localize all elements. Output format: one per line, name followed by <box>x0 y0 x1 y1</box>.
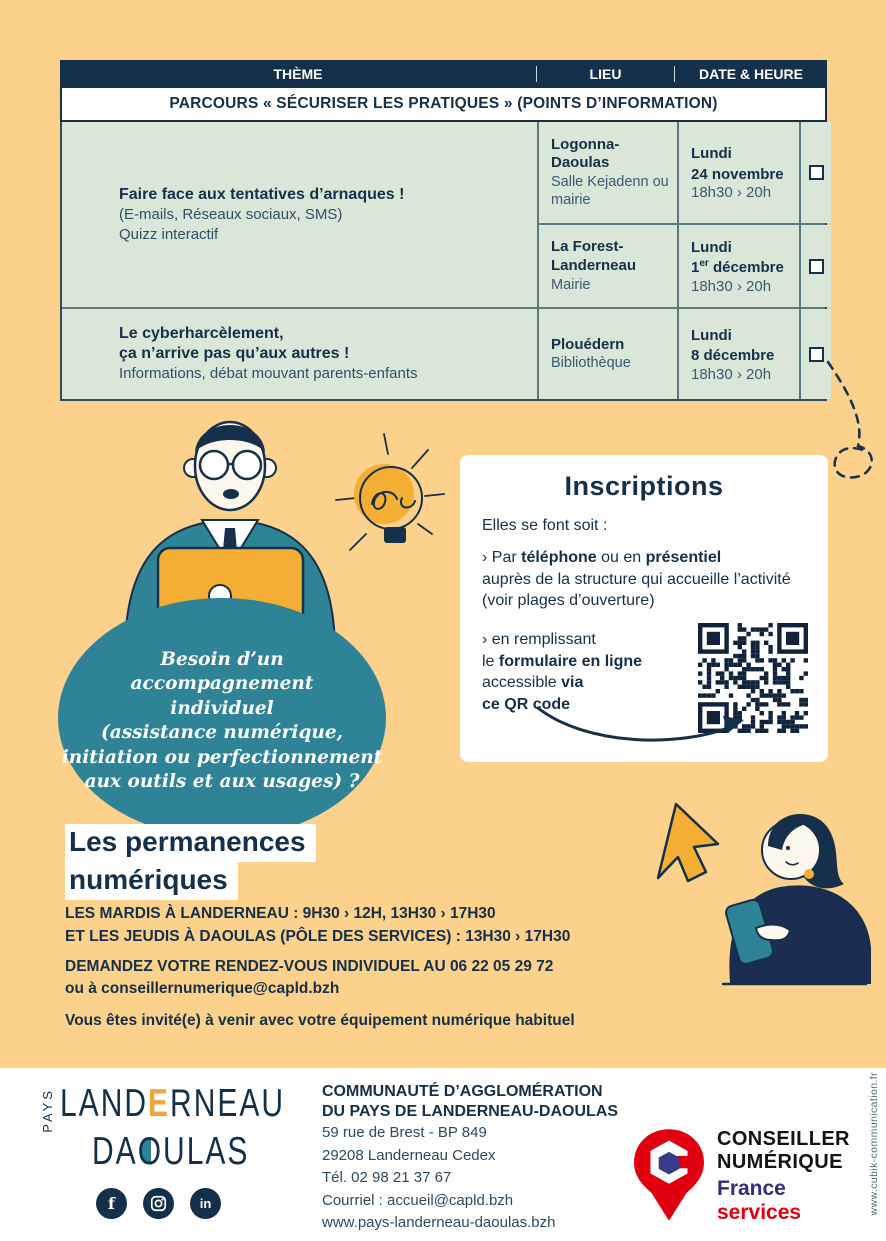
permanences-heading <box>65 824 316 900</box>
earring <box>804 869 814 879</box>
email-address: Courriel : accueil@capld.bzh <box>322 1191 514 1209</box>
date-text: 24 novembre <box>691 165 784 183</box>
text-bold: ce QR code <box>482 695 571 713</box>
text-bold: via <box>561 674 584 692</box>
logo-daoulas <box>92 1130 280 1174</box>
theme-subtitle: Informations, débat mouvant parents-enfants <box>119 365 418 383</box>
glasses-lens <box>233 451 261 479</box>
date-ordinal: er <box>699 258 709 269</box>
heading-line: Les permanences <box>65 824 316 862</box>
session-checkbox[interactable] <box>809 165 824 180</box>
print-credit: www.cubik-communication.fr <box>868 1072 880 1216</box>
street-address: 59 rue de Brest - BP 849 <box>322 1124 487 1141</box>
date-cell <box>679 309 799 399</box>
date-text: 8 décembre <box>691 347 775 364</box>
session-day: Lundi <box>691 326 732 344</box>
cn-services: services <box>717 1201 802 1225</box>
date-cell <box>679 122 799 223</box>
dashed-loop-doodle <box>820 360 884 490</box>
org-name: COMMUNAUTÉ D’AGGLOMÉRATION <box>322 1083 603 1100</box>
inscriptions-intro: Elles se font soit : <box>482 517 608 534</box>
session-time: 18h30 › 20h <box>691 184 772 201</box>
text: › en remplissant <box>482 631 596 648</box>
place-cell <box>539 122 677 223</box>
inscriptions-panel <box>460 455 828 762</box>
heading-line: numériques <box>65 862 238 900</box>
text: accessible <box>482 674 562 692</box>
city-address: 29208 Landerneau Cedex <box>322 1146 496 1164</box>
place-name: La Forest-Landerneau <box>551 238 637 274</box>
cn-line: CONSEILLER <box>717 1128 850 1150</box>
place-detail: Bibliothèque <box>551 355 631 372</box>
pays-landerneau-daoulas-logo <box>40 1082 286 1173</box>
schedule-table <box>60 60 827 401</box>
theme-title: Le cyberharcèlement, <box>119 325 284 343</box>
map-pin-icon <box>633 1128 705 1223</box>
schedule-tuesdays: LES MARDIS À LANDERNEAU : 9H30 › 12H, 13H30 › 17H30 <box>65 905 496 922</box>
website-url: www.pays-landerneau-daoulas.bzh <box>322 1214 556 1231</box>
checkbox-cell <box>801 122 831 223</box>
place-cell <box>539 225 677 307</box>
rdv-email-line: ou à conseillernumerique@capld.bzh <box>65 980 340 997</box>
text-bold: formulaire en ligne <box>498 652 643 670</box>
text-bold: présentiel <box>645 549 722 566</box>
curved-arrow-icon <box>530 703 760 753</box>
woman-phone-illustration <box>628 778 878 1008</box>
accompaniment-blob <box>58 598 386 838</box>
place-detail: Salle Kejadenn ou mairie <box>551 174 669 209</box>
logo-text: RNEAU <box>170 1082 286 1125</box>
session-time: 18h30 › 20h <box>691 277 772 295</box>
eye <box>786 846 790 850</box>
logo-teal-o: O <box>137 1130 164 1173</box>
cursor-arrow-icon <box>658 804 718 881</box>
blob-line: accompagnement <box>130 673 314 695</box>
hand <box>756 924 790 940</box>
date-cell <box>679 225 799 307</box>
blob-line: individuel <box>170 697 274 719</box>
column-header-theme: THÈME <box>60 66 537 82</box>
place-detail: Mairie <box>551 276 591 293</box>
phone-number: Tél. 02 98 21 37 67 <box>322 1169 452 1186</box>
place-name: Plouédern <box>551 335 625 353</box>
table-header-row <box>60 60 827 88</box>
schedule-thursdays: ET LES JEUDIS À DAOULAS (PÔLE DES SERVICES) : 13H30 › 17H30 <box>65 928 571 945</box>
inscriptions-phone-item <box>482 547 817 612</box>
text: auprès de la structure qui accueille l’activité (voir plages d’ouverture) <box>482 570 791 610</box>
session-day: Lundi <box>691 145 732 162</box>
cn-france: France <box>717 1177 786 1200</box>
instagram-icon <box>143 1188 174 1219</box>
inscriptions-title: Inscriptions <box>564 471 724 501</box>
logo-landerneau <box>60 1082 286 1126</box>
logo-text: DA <box>92 1130 138 1173</box>
text: ou en <box>596 549 646 566</box>
cn-line: NUMÉRIQUE <box>717 1151 843 1173</box>
place-name: Logonna-Daoulas <box>551 135 620 172</box>
session-date <box>691 257 795 278</box>
theme-title: ça n’arrive pas qu’aux autres ! <box>119 345 350 363</box>
footer <box>0 1068 886 1241</box>
blob-line: (assistance numérique, <box>100 722 344 744</box>
linkedin-icon: in <box>190 1188 221 1219</box>
date-text: 1 <box>691 259 700 276</box>
blob-line: initiation ou perfectionnement <box>61 746 383 768</box>
theme-title: Faire face aux tentatives d’arnaques ! <box>119 186 405 203</box>
theme-cell-arnaques <box>62 122 537 307</box>
logo-pays-vertical: PAYS <box>40 1088 55 1133</box>
theme-cell-cyberharcelement <box>62 309 537 399</box>
mouth <box>223 489 239 499</box>
logo-yellow-e: E <box>148 1082 171 1125</box>
glasses-lens <box>200 451 228 479</box>
logo-text: LAND <box>60 1082 149 1125</box>
text-bold: téléphone <box>521 549 597 566</box>
text: le <box>482 652 499 670</box>
session-day: Lundi <box>691 238 732 256</box>
social-icons <box>96 1188 221 1219</box>
blob-question <box>58 598 386 794</box>
cn-logo-text <box>717 1128 850 1224</box>
session-date <box>691 164 795 185</box>
table-body <box>60 122 827 401</box>
logo-text: ULAS <box>163 1130 250 1173</box>
theme-subtitle: Quizz interactif <box>119 225 219 243</box>
column-header-date-heure: DATE & HEURE <box>699 66 803 82</box>
session-time: 18h30 › 20h <box>691 365 772 383</box>
facebook-icon: f <box>96 1188 127 1219</box>
lightbulb-icon <box>332 428 447 573</box>
place-cell <box>539 309 677 399</box>
org-name: DU PAYS DE LANDERNEAU-DAOULAS <box>322 1103 619 1120</box>
blob-line: aux outils et aux usages) ? <box>84 771 360 793</box>
table-band-title: PARCOURS « SÉCURISER LES PRATIQUES » (POINTS D’INFORMATION) <box>60 88 827 122</box>
session-checkbox[interactable] <box>809 259 824 274</box>
column-header-lieu: LIEU <box>537 66 675 82</box>
invite-line: Vous êtes invité(e) à venir avec votre équipement numérique habituel <box>65 1012 575 1029</box>
text: › Par <box>482 549 522 566</box>
checkbox-cell <box>801 225 831 307</box>
theme-subtitle: (E-mails, Réseaux sociaux, SMS) <box>119 206 343 223</box>
date-tail: décembre <box>708 259 784 276</box>
conseiller-numerique-logo <box>633 1128 850 1224</box>
session-date <box>691 345 795 366</box>
blob-line: Besoin d’un <box>160 649 284 670</box>
address-block <box>322 1082 618 1235</box>
rdv-phone-line: DEMANDEZ VOTRE RENDEZ-VOUS INDIVIDUEL AU 06 22 05 29 72 <box>65 958 554 975</box>
